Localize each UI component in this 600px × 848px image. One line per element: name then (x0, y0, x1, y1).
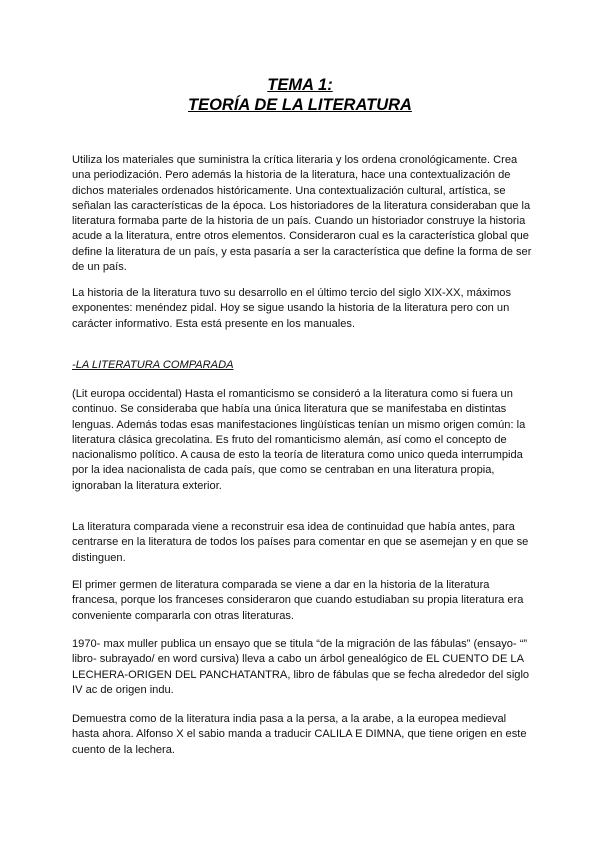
paragraph-text: Demuestra como de la literatura india pasa a la persa, a la arabe, a la europea medieval hasta ahora. Alfonso X el sabio manda a traducir CALILA E DIMNA, que tiene origen en este cuento de la lechera. (72, 713, 527, 756)
paragraph-text: Utiliza los materiales que suministra la crítica literaria y los ordena cronológicamente. Crea una periodización. Pero además la historia de la literatura, hace una contextualización de dichos materiales ordenados históricamente. Una contextualización cultural, artística, se señalan las características de la época. Los historiadores de la literatura consideraban que la literatura formaba parte de la historia de un país. Cuando un historiador construye la historia acude a la literatura, entre otros elementos. Consideraron cual es la característica global que define la literatura de un país, y esta pasaría a ser la característica que define la forma de ser de un país. (72, 154, 532, 274)
paragraph-romanticism (72, 387, 534, 494)
section-heading: -LA LITERATURA COMPARADA (72, 359, 234, 371)
paragraph-muller (72, 637, 534, 698)
paragraph-text: La literatura comparada viene a reconstruir esa idea de continuidad que había antes, para centrarse en la literatura de todos los países para comentar en que se asemejan y en que se distinguen. (72, 521, 529, 564)
title-line-1: TEMA 1: (267, 76, 333, 94)
paragraph-comparative (72, 520, 534, 566)
paragraph-text: (Lit europa occidental) Hasta el romanticismo se consideró a la literatura como si fuera un continuo. Se consideraba que había una única literatura que se manifestaba en distintas lenguas. Además todas esas manifestaciones lingüísticas tenían un mismo origen común: la literatura clásica grecolatina. Es fruto del romanticismo alemán, así como el concepto de nacionalismo político. A causa de esto la teoría de literatura como unico queda interrumpida por la idea nacionalista de cada país, que como se centraban en una literatura propia, ignoraban la literatura exterior. (72, 388, 526, 492)
paragraph-text: 1970- max muller publica un ensayo que se titula “de la migración de las fábulas” (ensayo- “” libro- subrayado/ en word cursiva) lleva a cabo un árbol genealógico de EL CUENTO DE LA LECHERA-ORIGEN DEL PANCHATANTRA, libro de fábulas que se fecha alrededor del siglo IV ac de origen indu. (72, 638, 530, 696)
paragraph-intro (72, 153, 534, 275)
paragraph-calila (72, 712, 534, 758)
paragraph-history (72, 286, 534, 332)
title-line-2: TEORÍA DE LA LITERATURA (188, 96, 412, 114)
paragraph-text: El primer germen de literatura comparada se viene a dar en la historia de la literatura francesa, porque los franceses consideraron que cuando estudiaban su propia literatura era conveniente compararla con otras literaturas. (72, 579, 524, 622)
paragraph-french (72, 578, 534, 624)
paragraph-text: La historia de la literatura tuvo su desarrollo en el último tercio del siglo XIX-XX, máximos exponentes: menéndez pidal. Hoy se sigue usando la historia de la literatura pero con un carácter informativo. Esta está presente en los manuales. (72, 287, 512, 330)
